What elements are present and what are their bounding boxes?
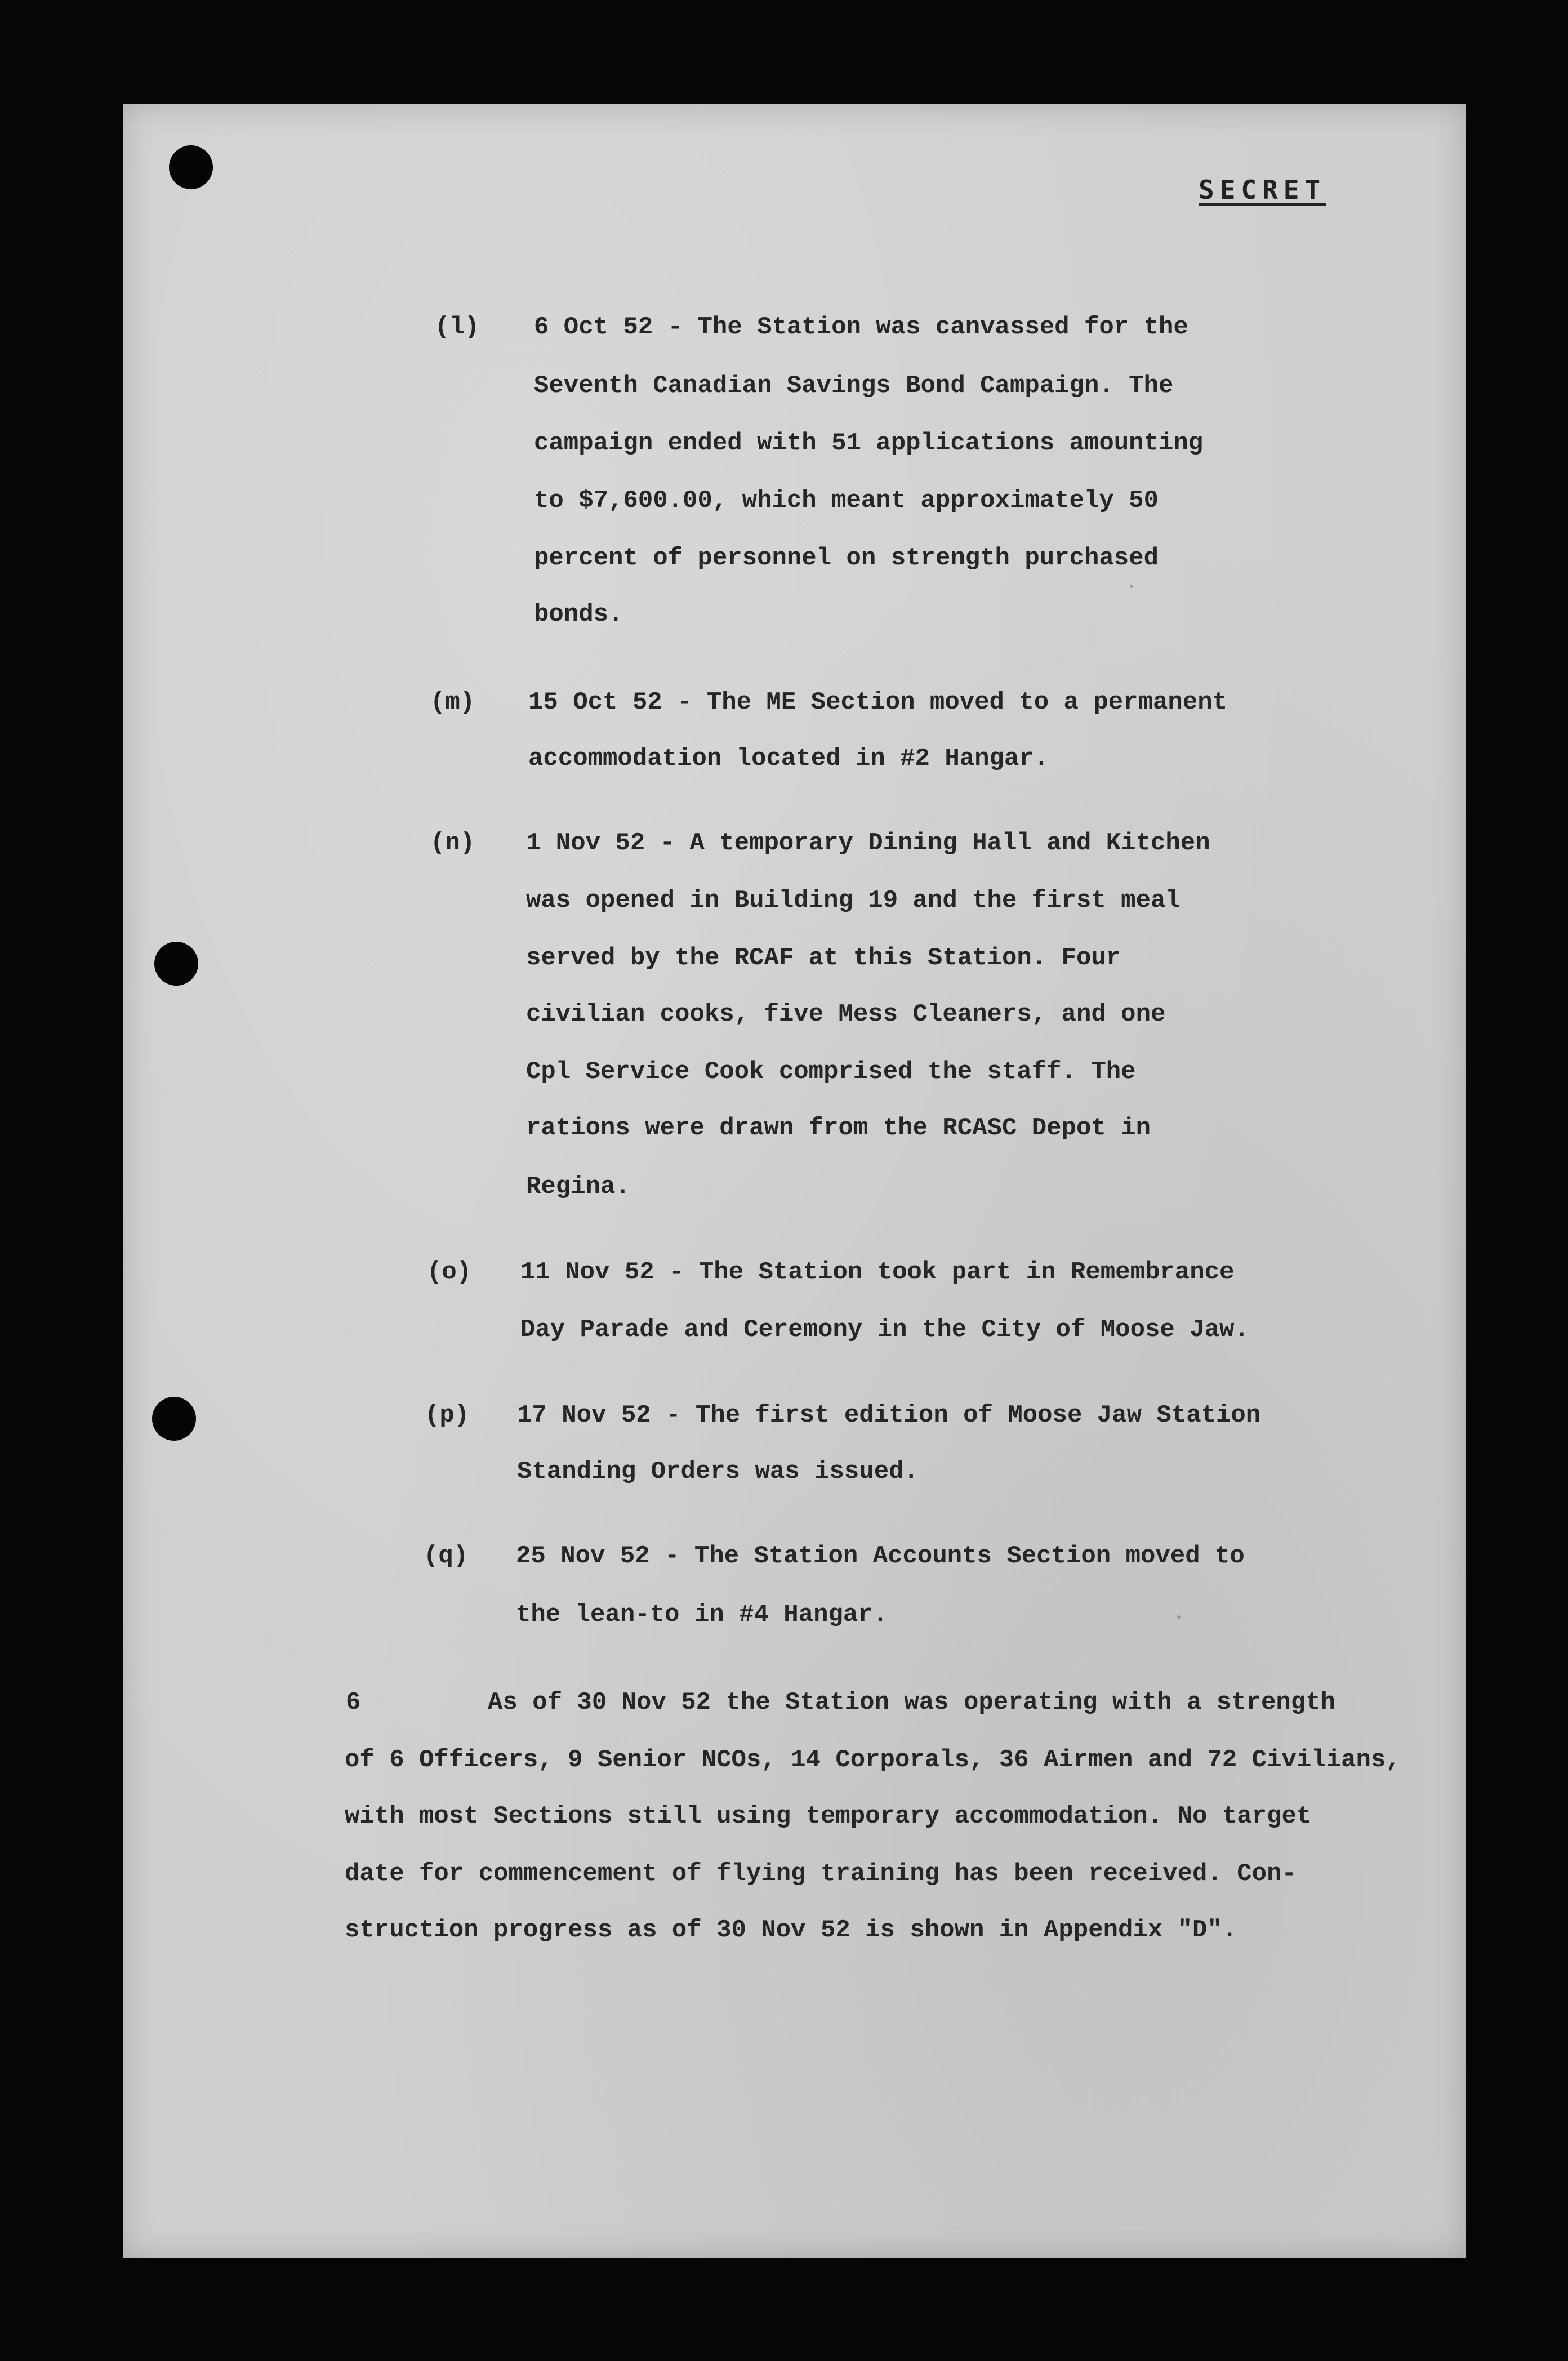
scan-speck (1177, 1615, 1181, 1619)
item-q-line-1: 25 Nov 52 - The Station Accounts Section moved to (516, 1542, 1245, 1570)
item-l-line-6: bonds. (534, 600, 623, 629)
punch-hole-bottom (152, 1397, 196, 1441)
item-m-line-1: 15 Oct 52 - The ME Section moved to a permanent (528, 688, 1228, 716)
item-label-q: (q) (424, 1542, 469, 1570)
item-n-line-2: was opened in Building 19 and the first meal (526, 887, 1181, 915)
item-label-n: (n) (430, 829, 475, 857)
item-l-line-5: percent of personnel on strength purchased (534, 544, 1159, 572)
punch-hole-middle (154, 942, 198, 986)
item-n-line-6: rations were drawn from the RCASC Depot in (526, 1114, 1151, 1142)
paragraph-6-line-4: date for commencement of flying training has been received. Con- (345, 1860, 1297, 1888)
item-p-line-1: 17 Nov 52 - The first edition of Moose Jaw Station (517, 1401, 1261, 1429)
paragraph-6-line-1: As of 30 Nov 52 the Station was operating with a strength (488, 1689, 1336, 1717)
paragraph-6-line-3: with most Sections still using temporary accommodation. No target (345, 1802, 1312, 1830)
paragraph-6-line-5: struction progress as of 30 Nov 52 is shown in Appendix "D". (345, 1916, 1237, 1944)
item-label-m: (m) (430, 688, 475, 716)
classification-heading: SECRET (1199, 175, 1326, 205)
item-n-line-5: Cpl Service Cook comprised the staff. The (526, 1058, 1136, 1086)
item-l-line-4: to $7,600.00, which meant approximately 50 (534, 487, 1159, 515)
item-label-p: (p) (425, 1401, 470, 1429)
item-label-l: (l) (435, 313, 480, 341)
item-l-line-2: Seventh Canadian Savings Bond Campaign. The (534, 372, 1174, 400)
item-l-line-3: campaign ended with 51 applications amounting (534, 429, 1204, 457)
item-l-line-1: 6 Oct 52 - The Station was canvassed for the (534, 313, 1188, 341)
item-o-line-1: 11 Nov 52 - The Station took part in Remembrance (520, 1258, 1235, 1286)
item-o-line-2: Day Parade and Ceremony in the City of Moose Jaw. (520, 1316, 1249, 1344)
scan-speck (1130, 585, 1133, 588)
paragraph-6-line-2: of 6 Officers, 9 Senior NCOs, 14 Corporals, 36 Airmen and 72 Civilians, (345, 1746, 1401, 1774)
item-n-line-4: civilian cooks, five Mess Cleaners, and one (526, 1000, 1166, 1028)
paragraph-number: 6 (346, 1689, 361, 1717)
item-m-line-2: accommodation located in #2 Hangar. (528, 745, 1049, 773)
item-n-line-1: 1 Nov 52 - A temporary Dining Hall and Kitchen (526, 829, 1210, 857)
item-q-line-2: the lean-to in #4 Hangar. (516, 1601, 888, 1629)
punch-hole-top (169, 145, 213, 189)
item-n-line-7: Regina. (526, 1173, 630, 1201)
item-label-o: (o) (427, 1258, 472, 1286)
item-p-line-2: Standing Orders was issued. (517, 1458, 919, 1486)
item-n-line-3: served by the RCAF at this Station. Four (526, 944, 1121, 972)
